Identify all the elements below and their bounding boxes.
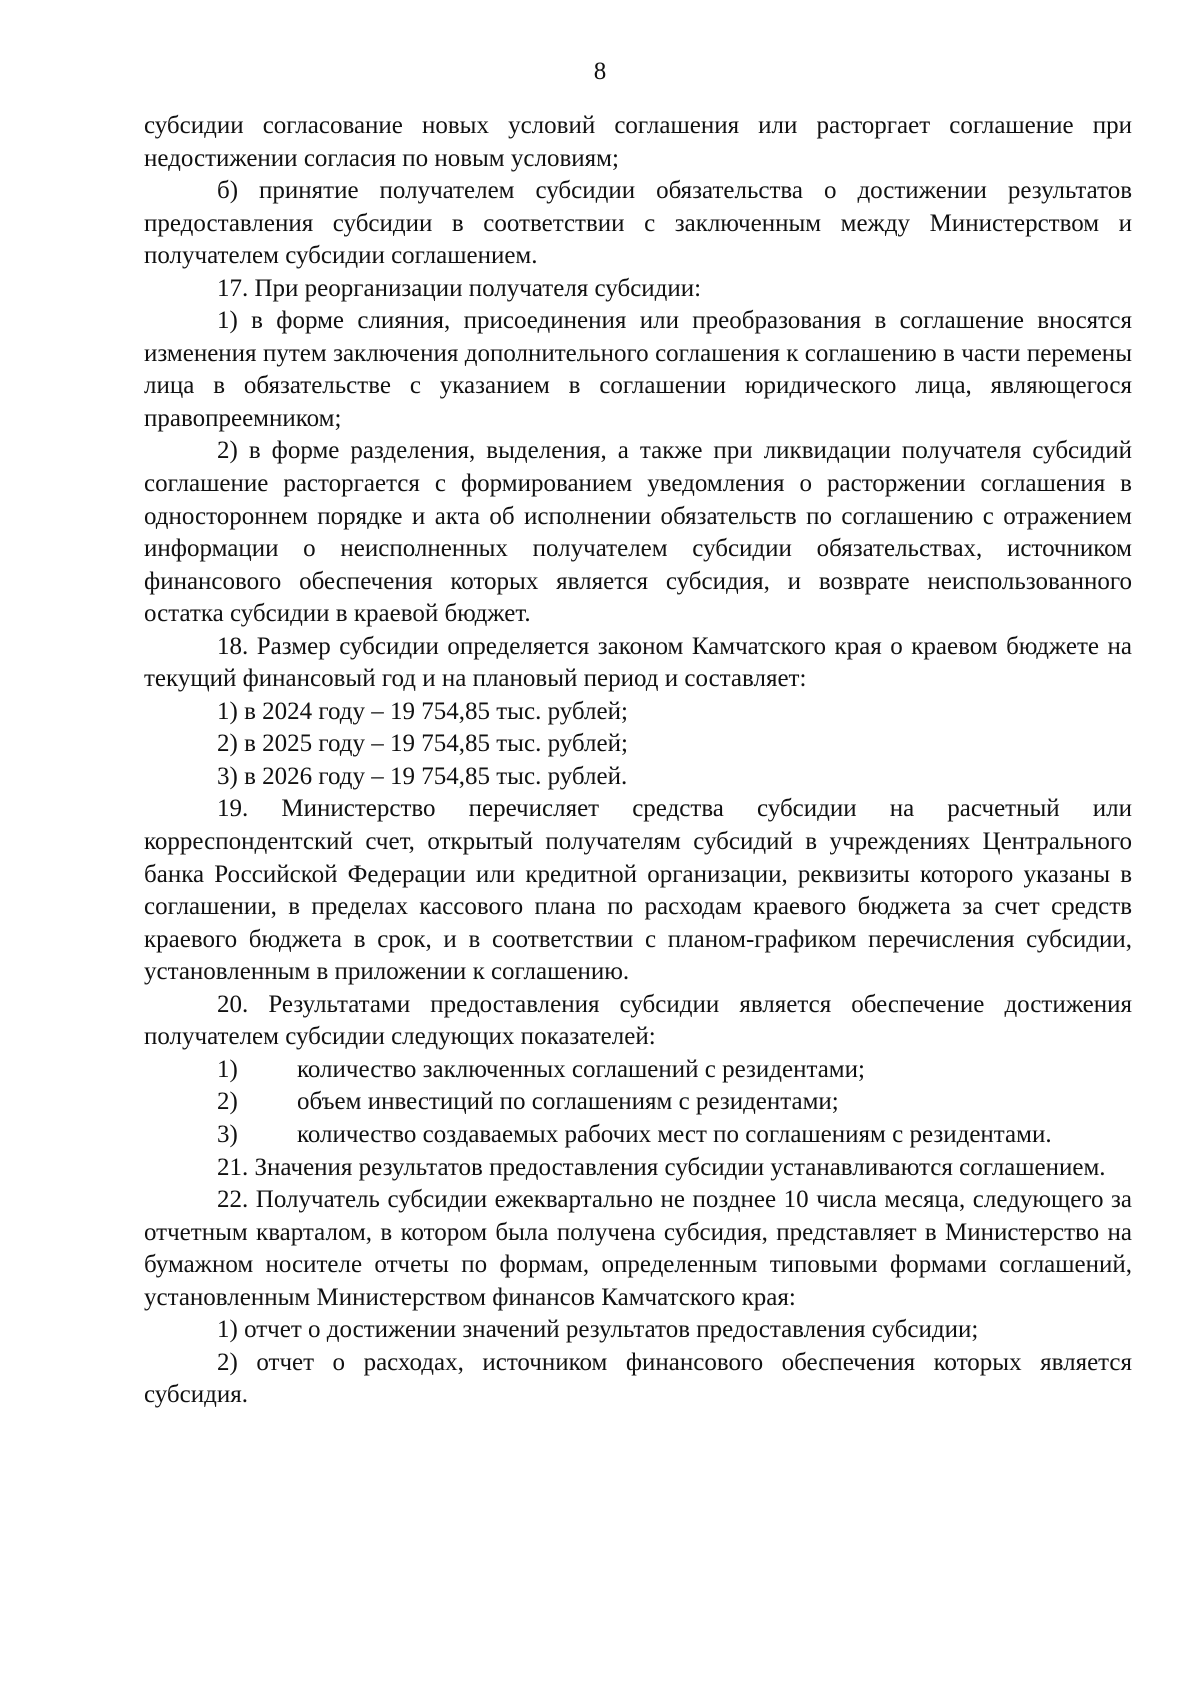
list-item-number: 3) bbox=[217, 1120, 238, 1148]
paragraph-16b: б) принятие получателем субсидии обязательства о достижении результатов предоставления субсидии в соответствии с заключенным между Министерством и получателем субсидии соглашением. bbox=[144, 177, 1132, 270]
paragraph-22-2: 2) отчет о расходах, источником финансового обеспечения которых является субсидия. bbox=[144, 1348, 1132, 1409]
list-item-text: количество создаваемых рабочих мест по соглашениям с резидентами. bbox=[297, 1120, 1052, 1148]
paragraph-18-3: 3) в 2026 году – 19 754,85 тыс. рублей. bbox=[217, 762, 628, 790]
document-body bbox=[144, 110, 1132, 1412]
list-item-number: 2) bbox=[217, 1088, 238, 1116]
list-item-number: 1) bbox=[217, 1055, 238, 1083]
paragraph-continuation: субсидии согласование новых условий соглашения или расторгает соглашение при недостижении согласия по новым условиям; bbox=[144, 112, 1132, 172]
page-number: 8 bbox=[593, 58, 607, 85]
list-item bbox=[144, 1086, 1132, 1119]
paragraph-21: 21. Значения результатов предоставления субсидии устанавливаются соглашением. bbox=[217, 1153, 1106, 1181]
paragraph-22: 22. Получатель субсидии ежеквартально не позднее 10 числа месяца, следующего за отчетным кварталом, в котором была получена субсидия, представляет в Министерство на бумажном носителе отчеты по формам, определенным типовыми формами соглашений, установленным Министерством финансов Камчатского края: bbox=[144, 1186, 1132, 1311]
paragraph-17-2: 2) в форме разделения, выделения, а также при ликвидации получателя субсидий соглашение расторгается с формированием уведомления о расторжении соглашения в одностороннем порядке и акта об исполнении обязательств по соглашению с отражением информации о неисполненных получателем субсидии обязательствах, источником финансового обеспечения которых является субсидия, и возврате неиспользованного остатка субсидии в краевой бюджет. bbox=[144, 437, 1132, 628]
paragraph-18-2: 2) в 2025 году – 19 754,85 тыс. рублей; bbox=[217, 730, 628, 758]
list-item-text: количество заключенных соглашений с резидентами; bbox=[297, 1055, 865, 1083]
list-item-text: объем инвестиций по соглашениям с резидентами; bbox=[297, 1088, 839, 1116]
paragraph-19: 19. Министерство перечисляет средства субсидии на расчетный или корреспондентский счет, открытый получателям субсидий в учреждениях Центрального банка Российской Федерации или кредитной организации, реквизиты которого указаны в соглашении, в пределах кассового плана по расходам краевого бюджета за счет средств краевого бюджета в срок, и в соответствии с планом-графиком перечисления субсидии, установленным в приложении к соглашению. bbox=[144, 795, 1132, 986]
list-item bbox=[144, 1119, 1132, 1152]
list-item bbox=[144, 1054, 1132, 1087]
paragraph-17: 17. При реорганизации получателя субсидии: bbox=[217, 274, 702, 302]
paragraph-22-1: 1) отчет о достижении значений результатов предоставления субсидии; bbox=[217, 1316, 979, 1344]
paragraph-18: 18. Размер субсидии определяется законом Камчатского края о краевом бюджете на текущий финансовый год и на плановый период и составляет: bbox=[144, 632, 1132, 693]
paragraph-18-1: 1) в 2024 году – 19 754,85 тыс. рублей; bbox=[217, 697, 628, 725]
paragraph-20: 20. Результатами предоставления субсидии является обеспечение достижения получателем субсидии следующих показателей: bbox=[144, 990, 1132, 1051]
paragraph-17-1: 1) в форме слияния, присоединения или преобразования в соглашение вносятся изменения путем заключения дополнительного соглашения к соглашению в части перемены лица в обязательстве с указанием в соглашении юридического лица, являющегося правопреемником; bbox=[144, 307, 1132, 432]
